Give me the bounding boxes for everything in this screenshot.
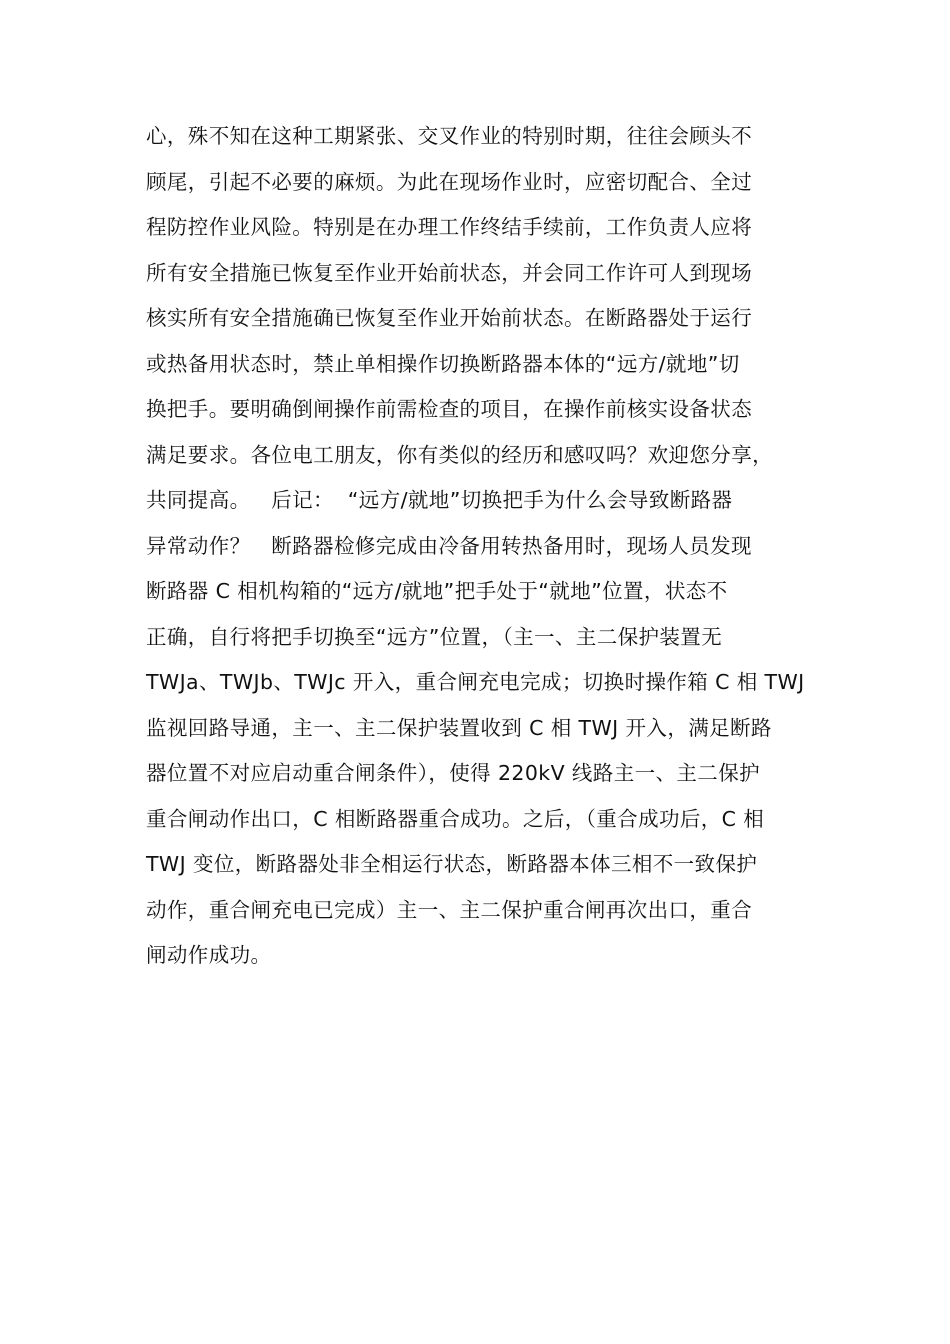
text-line-3: 程防控作业风险。特别是在办理工作终结手续前，工作负责人应将: [146, 215, 753, 239]
text-line-12: 正确，自行将把手切换至“远方”位置，（主一、主二保护装置无: [146, 624, 723, 649]
text-line-2: 顾尾，引起不必要的麻烦。为此在现场作业时，应密切配合、全过: [146, 169, 753, 194]
text-line-13: TWJa、TWJb、TWJc 开入，重合闸充电完成；切换时操作箱 C 相 TWJ: [146, 670, 805, 694]
text-line-16: 重合闸动作出口，C 相断路器重合成功。之后，（重合成功后，C 相: [146, 806, 765, 831]
text-line-10: 异常动作？ 断路器检修完成由冷备用转热备用时，现场人员发现: [146, 533, 752, 558]
text-line-17: TWJ 变位，断路器处非全相运行状态，断路器本体三相不一致保护: [146, 852, 758, 876]
text-line-19: 闸动作成功。: [146, 943, 272, 967]
body-paragraph: [146, 114, 826, 979]
text-line-4: 所有安全措施已恢复至作业开始前状态，并会同工作许可人到现场: [146, 260, 753, 285]
text-line-14: 监视回路导通，主一、主二保护装置收到 C 相 TWJ 开入，满足断路: [146, 715, 772, 740]
text-line-15: 器位置不对应启动重合闸条件），使得 220kV 线路主一、主二保护: [146, 761, 761, 785]
text-line-9: 共同提高。 后记： “远方/就地”切换把手为什么会导致断路器: [146, 488, 733, 512]
text-line-18: 动作，重合闸充电已完成）主一、主二保护重合闸再次出口，重合: [146, 897, 753, 922]
text-line-7: 换把手。要明确倒闸操作前需检查的项目，在操作前核实设备状态: [146, 397, 753, 421]
text-line-5: 核实所有安全措施确已恢复至作业开始前状态。在断路器处于运行: [146, 306, 753, 330]
text-line-1: 心，殊不知在这种工期紧张、交叉作业的特别时期，往往会顾头不: [146, 124, 753, 148]
text-line-11: 断路器 C 相机构箱的“远方/就地”把手处于“就地”位置，状态不: [146, 579, 728, 603]
text-line-6: 或热备用状态时，禁止单相操作切换断路器本体的“远方/就地”切: [146, 351, 740, 376]
text-line-8: 满足要求。各位电工朋友，你有类似的经历和感叹吗？欢迎您分享，: [146, 442, 773, 467]
